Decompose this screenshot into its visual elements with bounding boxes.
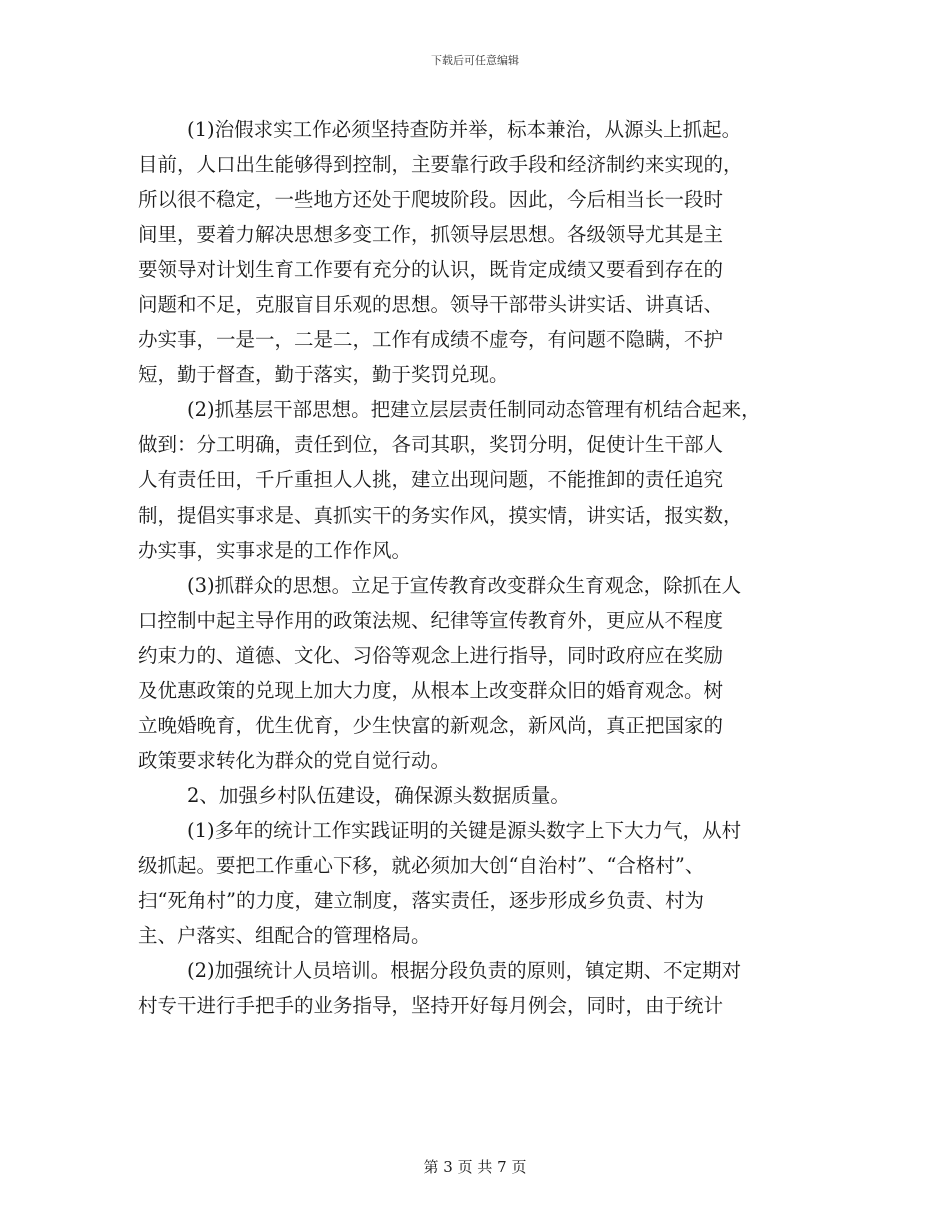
text-line: 所以很不稳定，一些地方还处于爬坡阶段。因此，今后相当长一段时 (138, 188, 724, 212)
text-line: 短，勤于督查，勤于落实，勤于奖罚兑现。 (138, 363, 509, 387)
text-line: 扫“死角村”的力度，建立制度，落实责任，逐步形成乡负责、村为 (138, 889, 704, 913)
document-body (138, 112, 818, 1023)
text-line: (1)治假求实工作必须坚持查防并举，标本兼治，从源头上抓起。 (187, 118, 742, 141)
text-line: 目前，人口出生能够得到控制，主要靠行政手段和经济制约来实现的， (138, 153, 743, 177)
text-line: 政策要求转化为群众的党自觉行动。 (138, 748, 451, 772)
text-line: 办实事，一是一，二是二，工作有成绩不虚夸，有问题不隐瞒，不护 (138, 328, 724, 352)
text-line: 及优惠政策的兑现上加大力度，从根本上改变群众旧的婚育观念。树 (138, 678, 724, 702)
text-line: 村专干进行手把手的业务指导，坚持开好每月例会，同时，由于统计 (138, 994, 724, 1018)
text-line: 问题和不足，克服盲目乐观的思想。领导干部带头讲实话、讲真话、 (138, 293, 724, 317)
text-line: 间里，要着力解决思想多变工作，抓领导层思想。各级领导尤其是主 (138, 223, 724, 247)
text-line: (2)抓基层干部思想。把建立层层责任制同动态管理有机结合起来， (187, 398, 761, 422)
text-line: 级抓起。要把工作重心下移，就必须加大创“自治村”、“合格村”、 (138, 853, 705, 877)
page-number: 第 3 页 共 7 页 (423, 1158, 527, 1176)
text-line: 口控制中起主导作用的政策法规、纪律等宣传教育外，更应从不程度 (138, 608, 724, 632)
text-line: (1)多年的统计工作实践证明的关键是源头数字上下大力气，从村 (187, 818, 742, 842)
text-line: 做到：分工明确，责任到位，各司其职，奖罚分明，促使计生干部人 (138, 433, 724, 457)
section-heading: 2、加强乡村队伍建设，确保源头数据质量。 (187, 783, 570, 807)
text-line: 约束力的、道德、文化、习俗等观念上进行指导，同时政府应在奖励 (138, 643, 724, 667)
text-line: (2)加强统计人员培训。根据分段负责的原则，镇定期、不定期对 (187, 959, 742, 983)
text-line: (3)抓群众的思想。立足于宣传教育改变群众生育观念，除抓在人 (187, 573, 742, 597)
text-line: 立晚婚晚育，优生优育，少生快富的新观念，新风尚，真正把国家的 (138, 713, 724, 737)
text-line: 主、户落实、组配合的管理格局。 (138, 924, 431, 948)
text-line: 制，提倡实事求是、真抓实干的务实作风，摸实情，讲实话，报实数， (138, 503, 743, 527)
text-line: 办实事，实事求是的工作作风。 (138, 538, 412, 562)
text-line: 人有责任田，千斤重担人人挑，建立出现问题，不能推卸的责任追究 (138, 468, 724, 492)
text-line: 要领导对计划生育工作要有充分的认识，既肯定成绩又要看到存在的 (138, 258, 724, 282)
page-header-note: 下载后可任意编辑 (431, 54, 519, 67)
